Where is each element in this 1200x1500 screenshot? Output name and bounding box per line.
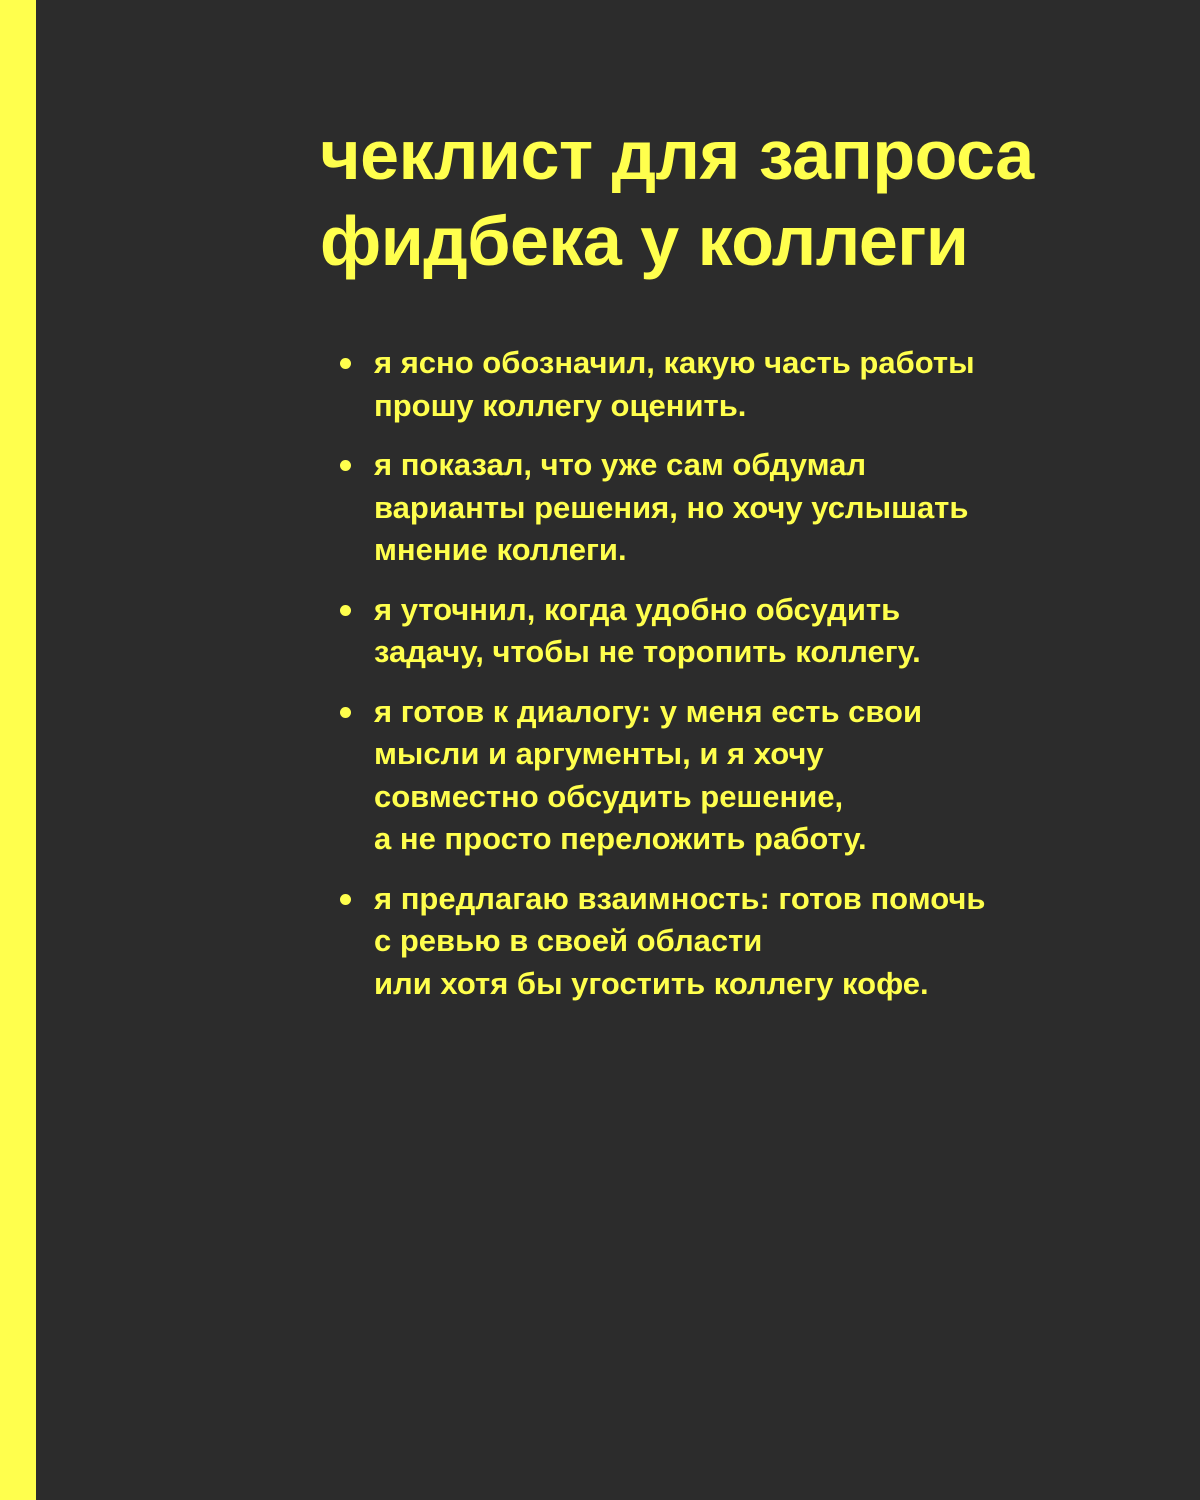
- checklist-item-line: я уточнил, когда удобно обсудить: [374, 591, 901, 627]
- checklist-item-line: прошу коллегу оценить.: [374, 387, 747, 423]
- checklist-item-line: я показал, что уже сам обдумал: [374, 447, 867, 482]
- bullet-icon: [340, 358, 351, 369]
- bullet-icon: [340, 460, 351, 471]
- checklist-item-line: я готов к диалогу: у меня есть свои: [374, 693, 923, 729]
- checklist-item-line: задачу, чтобы не торопить коллегу.: [374, 634, 921, 669]
- checklist-item: [336, 444, 1096, 572]
- checklist-item: [336, 878, 1096, 1006]
- checklist-item: [336, 691, 1096, 861]
- bullet-icon: [340, 894, 351, 905]
- checklist-item: [336, 589, 1096, 674]
- bullet-icon: [340, 707, 351, 718]
- page-title: [320, 112, 1140, 284]
- checklist-item-line: а не просто переложить работу.: [374, 821, 867, 856]
- checklist-item-line: я предлагаю взаимность: готов помочь: [374, 880, 986, 916]
- checklist-item-line: мысли и аргументы, и я хочу: [374, 736, 824, 771]
- checklist-item: [336, 342, 1096, 427]
- checklist-item-line: мнение коллеги.: [374, 532, 627, 567]
- title-line: фидбека у коллеги: [320, 202, 969, 280]
- checklist-item-line: или хотя бы угостить коллегу кофе.: [374, 965, 929, 1001]
- checklist-item-line: варианты решения, но хочу услышать: [374, 489, 969, 525]
- checklist: [336, 342, 1096, 1022]
- bullet-icon: [340, 605, 351, 616]
- checklist-item-line: с ревью в своей области: [374, 923, 763, 958]
- checklist-item-line: совместно обсудить решение,: [374, 778, 844, 814]
- title-line: чеклист для запроса: [320, 116, 1034, 194]
- checklist-item-line: я ясно обозначил, какую часть работы: [374, 345, 975, 380]
